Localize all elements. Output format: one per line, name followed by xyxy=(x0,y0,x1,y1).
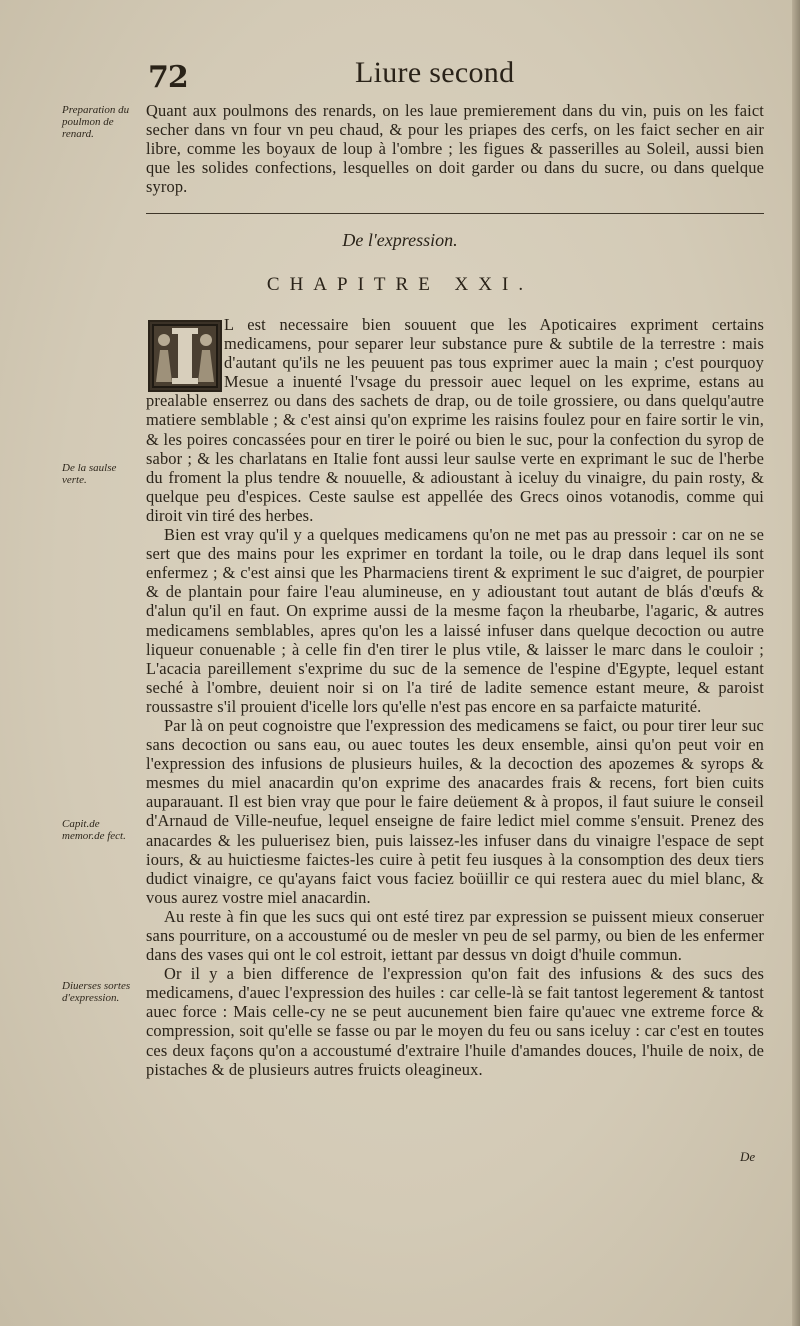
section-title: De l'expression. xyxy=(342,230,458,250)
paragraph-2: Bien est vray qu'il y a quelques medicamens qu'on ne met pas au pressoir : car on ne se sert que des mains pour les exprimer en tordant la toile, ou le drap dans lequel ils sont enfermez ; & c'est ainsi que les Pharmaciens tirent & expriment le suc d'aigret, de pourpier & de plantain pour faire l'eau alumineuse, en y adioustant tout autant de blás d'œufs & d'alun qu'il en faut. On exprime aussi de la mesme façon la rheubarbe, l'agaric, & autres medicamens semblables, apres qu'on les a laissé infuser dans quelque decoction ou autre liqueur conuenable ; à celle fin d'en tirer le plus vtile, & laisser le marc dans le couloir ; L'acacia pareillement s'exprime du suc de la semence de l'espine d'Egypte, lequel estant seché à l'ombre, deuient noir si on l'a tiré de ladite semence estant meure, & paroist roussastre s'il prouient d'icelle lors qu'elle n'est pas encore en sa parfaicte maturité. xyxy=(146,525,764,716)
page-edge xyxy=(792,0,800,1326)
divider-rule xyxy=(146,213,764,214)
catchword: De xyxy=(740,1149,756,1164)
paragraph-5: Or il y a bien difference de l'expression qu'on fait des infusions & des sucs des medicamens, d'auec l'expression des huiles : car celle-là se fait tantost legerement & tantost auec force : Mais celle-cy ne se peut aucunement bien faire qu'auec vne extreme force & compression, soit qu'elle se fasse ou par le moyen du feu ou sans iceluy : car c'est en toutes ces deux façons qu'on a accoustumé d'extraire l'huile d'amandes douces, l'huile de noix, de pistaches & de plusieurs autres fruicts oleagineux. xyxy=(146,964,764,1079)
intro-text: Quant aux poulmons des renards, on les laue premierement dans du vin, puis on les faict secher dans vn four vn peu chaud, & pour les priapes des cerfs, on les faict secher en air libre, comme les boyaux de loup à l'ombre ; les figues & passerilles au Soleil, aussi bien que les solides confections, lesquelles on doit garder ou dans du sucre, ou dans quelque syrop. xyxy=(146,101,764,197)
margin-note-renard: Preparation du poulmon de renard. xyxy=(62,104,130,140)
margin-note-expression: Diuerses sortes d'expression. xyxy=(62,980,131,1004)
paragraph-1: L est necessaire bien souuent que les Apoticaires expriment certains medicamens, pour separer leur substance pure & subtile de la terrestre : mais d'autant qu'ils ne les peuuent pas tous exprimer auec la main ; c'est pourquoy Mesue a inuenté l'vsage du pressoir auec lequel on les exprime, estans au prealable enserrez ou dans des sachets de drap, ou de toile grossiere, ou dans quelqu'autre matiere semblable ; & c'est ainsi qu'on exprime les raisins foulez pour en faire sortir le vin, & les poires concassées pour en tirer le poiré ou bien le suc, pour la confection du syrop de sabor ; & les charlatans en Italie font aussi leur saulse verte en exprimant le suc de l'herbe du froment la plus tendre & nouuelle, & adioustant à iceluy du vinaigre, du pain rosty, & quelque peu d'espices. Ceste saulse est appellée des Grecs oinos votanodis, comme qui diroit vin tiré des herbes. xyxy=(146,315,764,525)
page-header xyxy=(0,56,800,96)
margin-note-capit: Capit.de memor.de fect. xyxy=(62,818,126,842)
chapter-title: CHAPITRE XXI. xyxy=(266,274,534,295)
intro-paragraph xyxy=(146,101,764,196)
paragraph-3: Par là on peut cognoistre que l'expression des medicamens se faict, ou pour tirer leur suc sans decoction ou sans eau, ou auec toutes les deux ensemble, ainsi qu'on peut voir en l'expression des infusions de plusieurs huiles, & la decoction des apozemes & syrops & mesmes du miel anacardin qu'on exprime des anacardes frais & recens, fort bien cuits auparauant. Il est bien vray que pour le faire deüement & à propos, il faut suiure le conseil d'Arnaud de Ville-neufue, lequel enseigne de faire ledict miel comme s'ensuit. Prenez des anacardes & les puluerisez bien, puis laissez-les infuser dans du vinaigre l'espace de sept iours, & au huictiesme faictes-les cuire à petit feu iusques à la consomption des deux tiers dudict vinaigre, ce qu'ayans faict vous faciez boüillir ce qui restera auec du miel blanc, & vous aurez vostre miel anacardin. xyxy=(146,715,764,907)
dropcap-spacer xyxy=(146,315,224,391)
page-number: 72 xyxy=(148,60,188,95)
chapter-body xyxy=(146,315,764,1079)
margin-note-saulse: De la saulse verte. xyxy=(62,462,117,486)
running-title: Liure second xyxy=(355,56,515,89)
paragraph-4: Au reste à fin que les sucs qui ont esté tirez par expression se puissent mieux conseruer sans pourriture, on a accoustumé ou de mesler vn peu de sel parmy, ou bien de les enfermer dans des vases qui ont le col estroit, iettant par dessus vn doigt d'huile commun. xyxy=(146,906,764,965)
